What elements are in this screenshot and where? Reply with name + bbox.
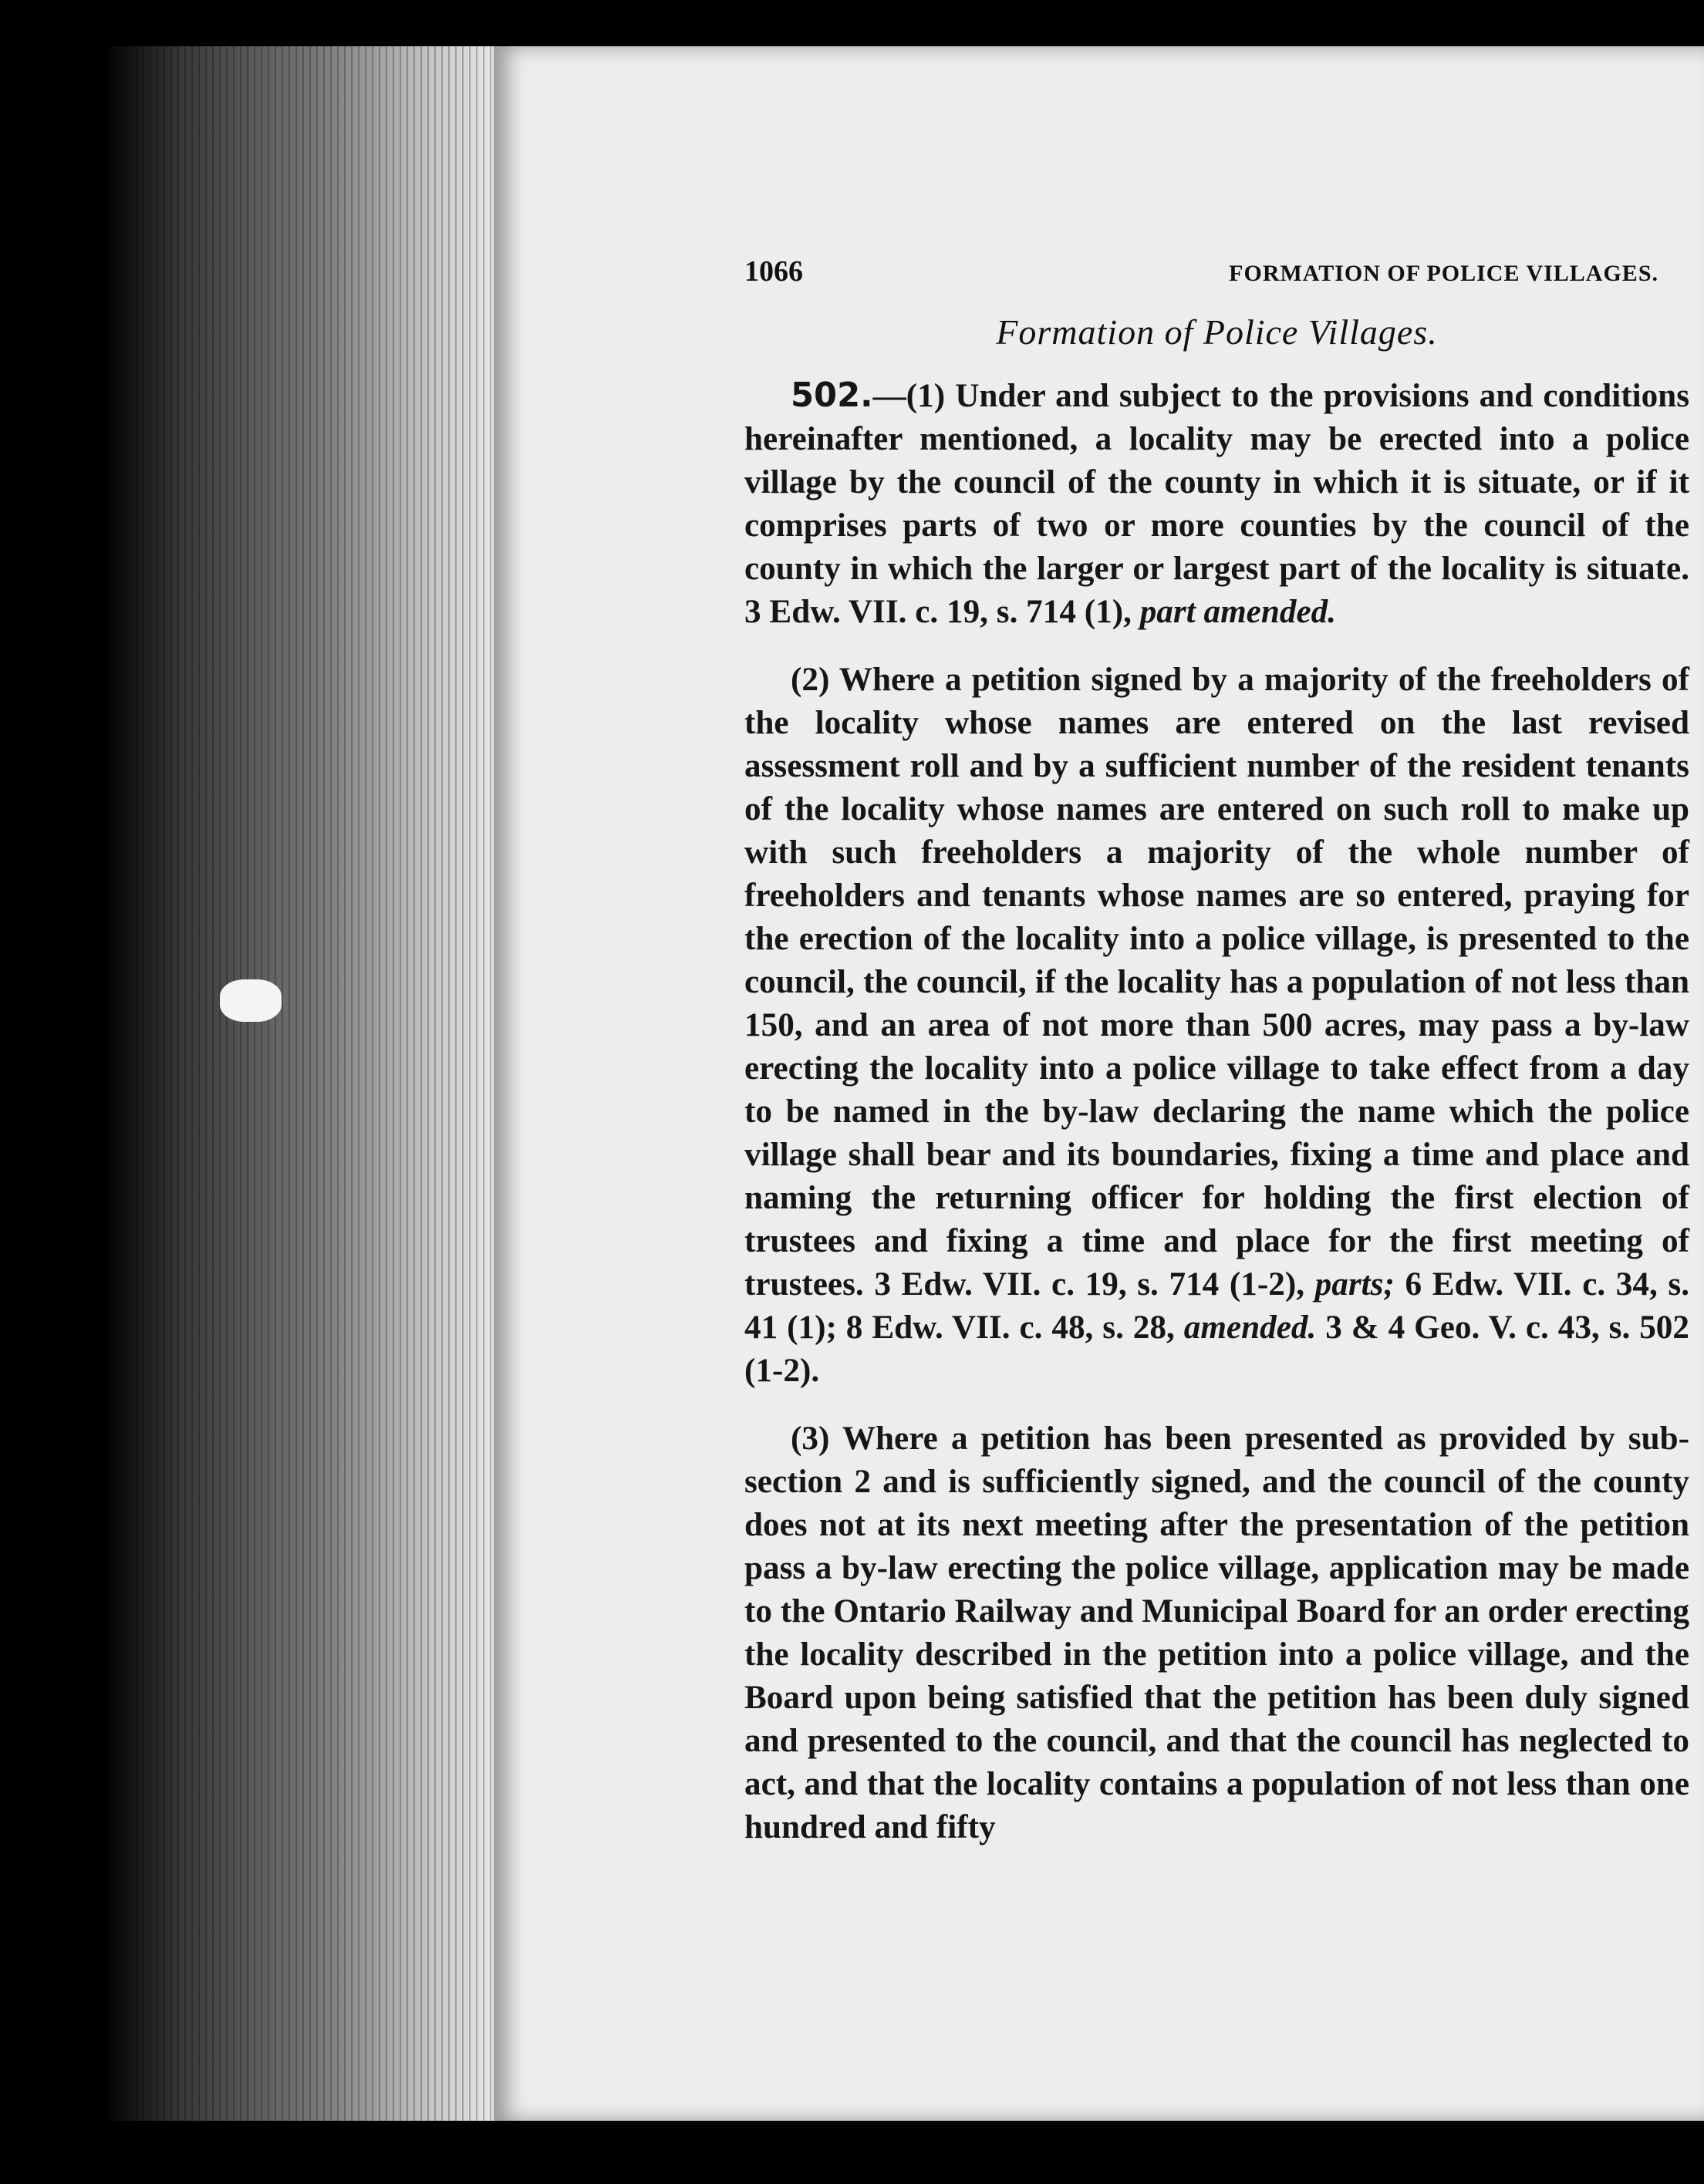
subsection-2-text: (2) Where a petition signed by a majority of the freeholders of the locality whose names are entered on the last revised assessment roll and by a sufficient number of the resident tenants of the locality whose names are entered on such roll to make up with such freeholders a majority of the whole number of freeholders and tenants whose names are so entered, praying for the erection of the locality into a police village, is presented to the council, the council, if the locality has a population of not less than 150, and an area of not more than 500 acres, may pass a by-law erecting the locality into a police village to take effect from a day to be named in the by-law declaring the name which the police village shall bear and its boundaries, fixing a time and place and naming the returning officer for holding the first election of trustees and fixing a time and place for the first meeting of trustees. 3 Edw. VII. c. 19, s. 714 (1-2),	[744, 662, 1689, 1303]
running-title: FORMATION OF POLICE VILLAGES.	[1229, 261, 1658, 286]
amendment-note: amended.	[1183, 1309, 1317, 1346]
citation-text: 3 & 4 Geo. V. c. 43, s. 502 (1-2).	[744, 1309, 1689, 1389]
section-heading: Formation of Police Villages.	[996, 312, 1438, 352]
paragraph-subsection-1	[744, 374, 1689, 634]
subsection-3-text: (3) Where a petition has been presented as provided by sub-section 2 and is sufficiently signed, and the council of the county does not at its next meeting after the presentation of the petition pass a by-law erecting the police village, application may be made to the Ontario Railway and Municipal Board for an order erecting the locality described in the petition into a police village, and the Board upon being satisfied that the petition has been duly signed and presented to the council, and that the council has neglected to act, and that the locality contains a population of not less than one hundred and fifty	[744, 1421, 1689, 1845]
amendment-note: part amended.	[1139, 594, 1337, 630]
paragraph-subsection-2	[744, 659, 1689, 1393]
citation-text: 6 Edw. VII. c. 34, s. 41 (1); 8 Edw. VII. c. 48, s. 28,	[744, 1266, 1690, 1346]
page-number: 1066	[744, 255, 803, 288]
subsection-1-text: —(1) Under and subject to the provisions and conditions hereinafter mentioned, a locality may be erected into a police village by the council of the county in which it is situate, or if it comprises parts of two or more counties by the council of the county in which the larger or largest part of the locality is situate. 3 Edw. VII. c. 19, s. 714 (1),	[744, 378, 1689, 630]
running-head	[744, 254, 1689, 288]
section-number: 502.	[791, 376, 873, 415]
page-text	[744, 254, 1689, 1874]
paper-blemish	[220, 979, 282, 1022]
book-page-edges	[108, 46, 494, 2121]
paragraph-subsection-3	[744, 1417, 1689, 1849]
amendment-note: parts;	[1314, 1266, 1395, 1303]
